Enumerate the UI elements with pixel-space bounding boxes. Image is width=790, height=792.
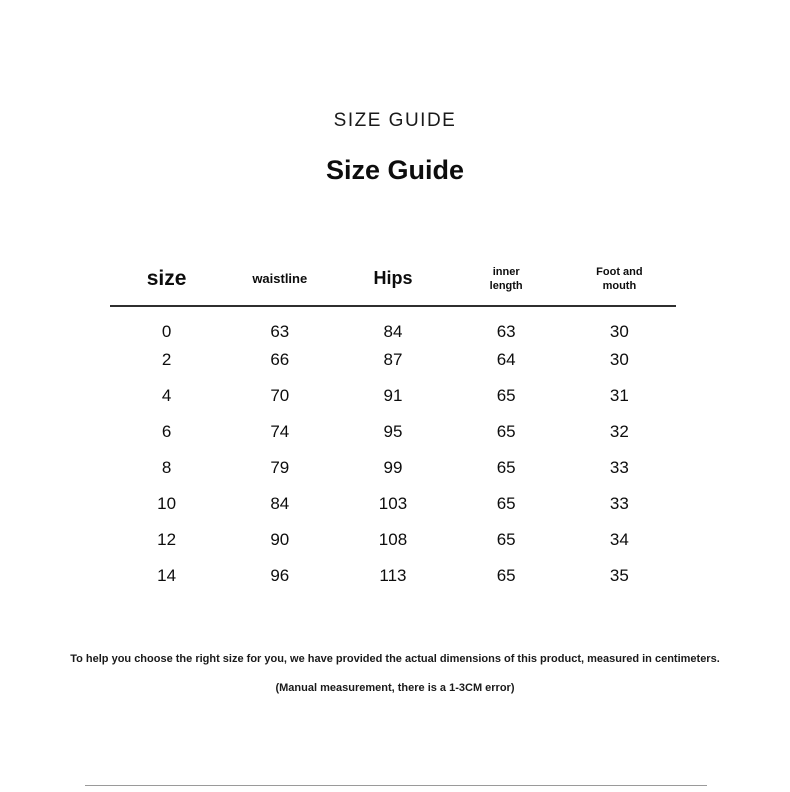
cell-foot-and-mouth: 34 [609, 530, 629, 549]
header-hips: Hips [336, 252, 449, 306]
cell-hips: 103 [378, 494, 408, 513]
cell-hips: 95 [383, 422, 403, 441]
cell-foot-and-mouth: 30 [609, 350, 629, 369]
table-row [110, 486, 676, 522]
cell-waistline: 74 [270, 422, 290, 441]
cell-waistline: 66 [270, 350, 290, 369]
size-table [110, 252, 676, 594]
cell-waistline: 90 [270, 530, 290, 549]
table-row [110, 558, 676, 594]
page-eyebrow: SIZE GUIDE [333, 110, 457, 131]
cell-size: 4 [161, 386, 172, 405]
table-row [110, 378, 676, 414]
table-header-row [110, 252, 676, 306]
footer-note-line2: (Manual measurement, there is a 1-3CM error) [275, 682, 515, 694]
cell-inner-length: 65 [496, 386, 516, 405]
cell-size: 0 [161, 321, 172, 341]
cell-inner-length: 63 [496, 321, 516, 341]
cell-size: 2 [161, 350, 172, 369]
cell-size: 10 [157, 494, 177, 513]
table-row [110, 306, 676, 342]
header-foot-and-mouth-label: Foot and mouth [596, 265, 643, 292]
footer-note [0, 651, 790, 696]
cell-hips: 84 [383, 321, 403, 341]
cell-size: 8 [161, 458, 172, 477]
cell-inner-length: 65 [496, 566, 516, 585]
cell-foot-and-mouth: 31 [609, 386, 629, 405]
footer-note-line1: To help you choose the right size for you, we have provided the actual dimensions of this product, measured in centimeters. [70, 653, 720, 665]
header-size: size [110, 252, 223, 306]
cell-hips: 91 [383, 386, 403, 405]
page-title: Size Guide [325, 155, 465, 185]
cell-size: 12 [157, 530, 177, 549]
cell-inner-length: 65 [496, 458, 516, 477]
cell-inner-length: 65 [496, 422, 516, 441]
header-inner-length [450, 252, 563, 306]
cell-foot-and-mouth: 32 [609, 422, 629, 441]
bottom-divider [85, 785, 707, 786]
cell-foot-and-mouth: 35 [609, 566, 629, 585]
cell-inner-length: 65 [496, 494, 516, 513]
cell-foot-and-mouth: 33 [609, 458, 629, 477]
cell-waistline: 63 [270, 321, 290, 341]
cell-hips: 108 [378, 530, 408, 549]
header-waistline: waistline [223, 252, 336, 306]
cell-foot-and-mouth: 33 [609, 494, 629, 513]
table-row [110, 414, 676, 450]
cell-inner-length: 65 [496, 530, 516, 549]
cell-waistline: 84 [270, 494, 290, 513]
table-row [110, 522, 676, 558]
cell-hips: 99 [383, 458, 403, 477]
table-row [110, 342, 676, 378]
cell-size: 14 [157, 566, 177, 585]
size-table-head [110, 252, 676, 306]
header-foot-and-mouth [563, 252, 676, 306]
cell-hips: 113 [379, 566, 407, 585]
cell-size: 6 [161, 422, 172, 441]
cell-waistline: 70 [270, 386, 290, 405]
header-inner-length-label: inner length [489, 265, 523, 292]
size-table-body [110, 306, 676, 594]
cell-hips: 87 [383, 350, 403, 369]
table-row [110, 450, 676, 486]
cell-inner-length: 64 [496, 350, 516, 369]
cell-waistline: 96 [270, 566, 290, 585]
cell-foot-and-mouth: 30 [609, 321, 629, 341]
cell-waistline: 79 [270, 458, 290, 477]
